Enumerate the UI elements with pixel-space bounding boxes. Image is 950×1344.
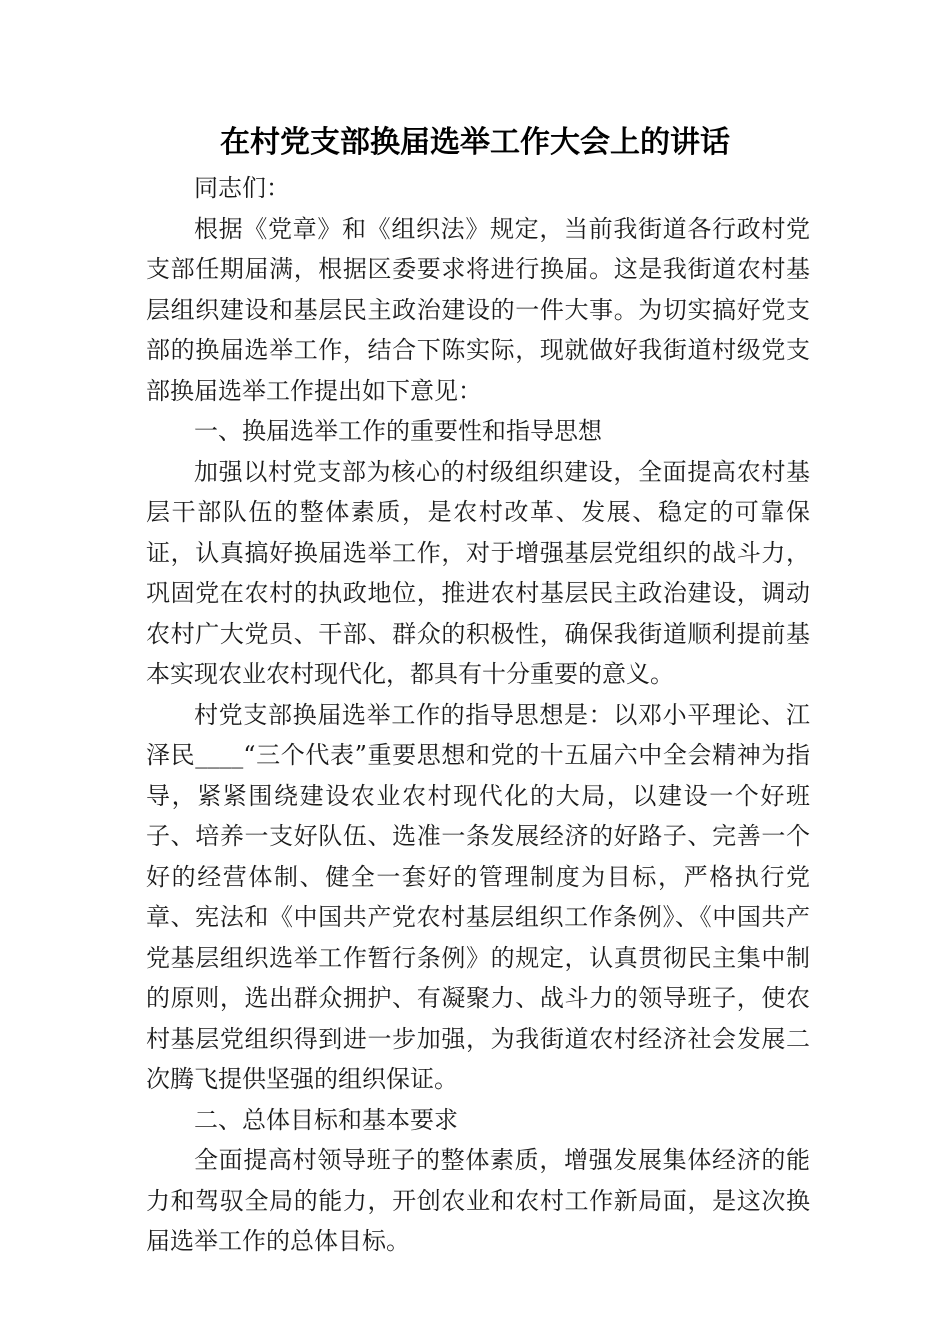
body-paragraph: 加强以村党支部为核心的村级组织建设，全面提高农村基层干部队伍的整体素质，是农村改革、发展、稳定的可靠保证，认真搞好换届选举工作，对于增强基层党组织的战斗力，巩固党在农村的执政地位，推进农村基层民主政治建设，调动农村广大党员、干部、群众的积极性，确保我街道顺利提前基本实现农业农村现代化，都具有十分重要的意义。 xyxy=(146,457,810,688)
section-heading-2: 二、总体目标和基本要求 xyxy=(194,1105,458,1134)
document-body xyxy=(146,168,810,1262)
intro-paragraph: 根据《党章》和《组织法》规定，当前我街道各行政村党支部任期届满，根据区委要求将进行换届。这是我街道农村基层组织建设和基层民主政治建设的一件大事。为切实搞好党支部的换届选举工作，结合下陈实际，现就做好我街道村级党支部换届选举工作提出如下意见： xyxy=(146,214,810,405)
body-paragraph: 村党支部换届选举工作的指导思想是：以邓小平理论、江泽民____“三个代表”重要思想和党的十五届六中全会精神为指导，紧紧围绕建设农业农村现代化的大局，以建设一个好班子、培养一支好队伍、选准一条发展经济的好路子、完善一个好的经营体制、健全一套好的管理制度为目标，严格执行党章、宪法和《中国共产党农村基层组织工作条例》、《中国共产党基层组织选举工作暂行条例》的规定，认真贯彻民主集中制的原则，选出群众拥护、有凝聚力、战斗力的领导班子，使农村基层党组织得到进一步加强，为我街道农村经济社会发展二次腾飞提供坚强的组织保证。 xyxy=(146,700,810,1093)
body-paragraph: 全面提高村领导班子的整体素质，增强发展集体经济的能力和驾驭全局的能力，开创农业和农村工作新局面，是这次换届选举工作的总体目标。 xyxy=(146,1146,810,1255)
section-heading-1: 一、换届选举工作的重要性和指导思想 xyxy=(194,417,602,445)
salutation: 同志们： xyxy=(194,174,290,202)
document-title: 在村党支部换届选举工作大会上的讲话 xyxy=(220,125,730,160)
